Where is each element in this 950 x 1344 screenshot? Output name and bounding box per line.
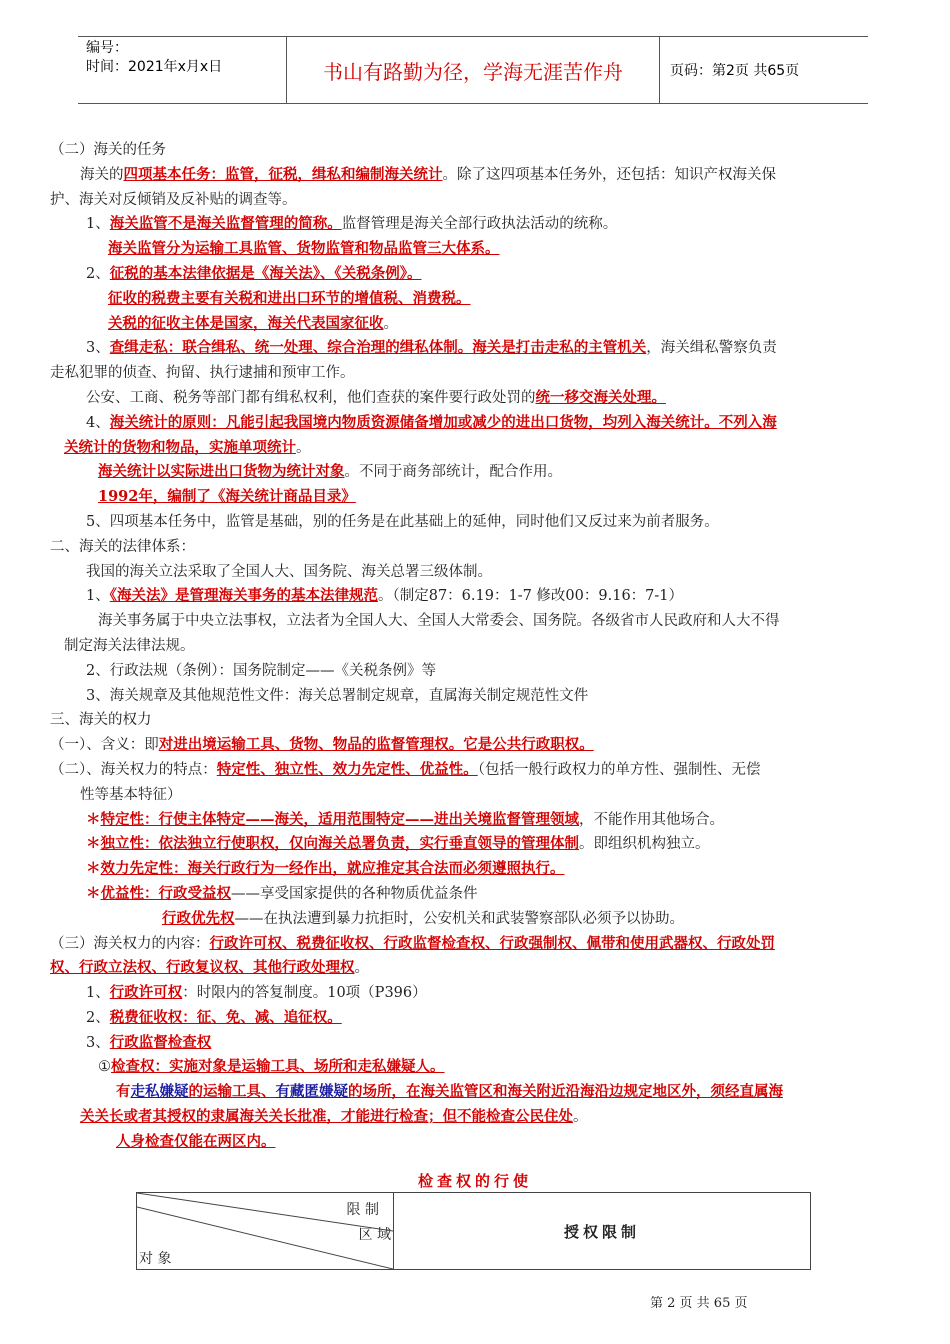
list-item: 1、行政许可权：时限内的答复制度。10项（P396） — [86, 984, 427, 1002]
list-item-sub: 海关事务属于中央立法事权，立法者为全国人大、全国人大常委会、国务院。各级省市人民政府和人大不得 — [98, 613, 780, 630]
list-item: 2、行政法规（条例）：国务院制定——《关税条例》等 — [86, 662, 436, 679]
serial-label: 编号： — [86, 40, 128, 56]
auth-header-cell: 授权限制 — [563, 1222, 640, 1241]
diag-label-mid: 区 域 — [358, 1227, 391, 1243]
feature-item: ＊独立性：依法独立行使职权，仅向海关总署负责，实行垂直领导的管理体制。即组织机构独立。 — [86, 835, 710, 853]
paragraph: 海关的四项基本任务：监管，征税，缉私和编制海关统计。除了这四项基本任务外，还包括：知识产权海关保 — [80, 165, 776, 183]
list-item: 3、查缉走私：联合缉私、统一处理、综合治理的缉私体制。海关是打击走私的主管机关，海关缉私警察负责 — [86, 339, 777, 357]
list-item: 3、海关规章及其他规范性文件：海关总署制定规章，直属海关制定规范性文件 — [86, 687, 589, 704]
subsection: （三）海关权力的内容：行政许可权、税费征收权、行政监督检查权、行政强制权、佩带和使用武器权、行政处罚 — [50, 934, 775, 952]
list-item: 1、《海关法》是管理海关事务的基本法律规范。（制定87：6.19：1-7 修改00：9.16：7-1） — [86, 587, 684, 605]
header-motto: 书山有路勤为径，学海无涯苦作舟 — [287, 37, 660, 103]
section-title: 二、海关的法律体系： — [50, 538, 195, 555]
section-title: （二）海关的任务 — [50, 142, 166, 158]
document-body — [50, 138, 898, 1155]
paragraph: 有走私嫌疑的运输工具、有藏匿嫌疑的场所，在海关监管区和海关附近沿海沿边规定地区外，须经直属海 — [116, 1083, 783, 1101]
feature-item: ＊优益性：行政受益权——享受国家提供的各种物质优益条件 — [86, 884, 478, 902]
header-page-info: 页码：第2页 共65页 — [670, 63, 800, 79]
list-item-sub: 关税的征收主体是国家，海关代表国家征收。 — [108, 314, 398, 332]
feature-item-sub: 行政优先权——在执法遭到暴力抗拒时，公安机关和武装警察部队必须予以协助。 — [162, 909, 684, 927]
feature-item: ＊特定性：行使主体特定——海关，适用范围特定——进出关境监督管理领域，不能作用其他场合。 — [86, 810, 724, 828]
section-title: 三、海关的权力 — [50, 712, 152, 729]
list-item: 2、征税的基本法律依据是《海关法》、《关税条例》。 — [86, 264, 422, 282]
subsection: （二）、海关权力的特点：特定性、独立性、效力先定性、优益性。（包括一般行政权力的单方性、强制性、无偿 — [50, 760, 761, 778]
subsection-cont: 权、行政立法权、行政复议权、其他行政处理权。 — [50, 959, 369, 977]
page-header — [78, 36, 868, 104]
list-item: 2、税费征收权：征、免、减、追征权。 — [86, 1008, 342, 1026]
inspection-table — [136, 1192, 811, 1270]
list-item: 3、行政监督检查权 — [86, 1033, 212, 1051]
list-item: 5、四项基本任务中，监管是基础，别的任务是在此基础上的延伸，同时他们又反过来为前者服务。 — [86, 513, 719, 530]
list-item-sub: 海关统计以实际进出口货物为统计对象。不同于商务部统计，配合作用。 — [98, 463, 562, 481]
time-label: 时间：2021年x月x日 — [86, 59, 223, 75]
feature-item: ＊效力先定性：海关行政行为一经作出，就应推定其合法而必须遵照执行。 — [86, 860, 565, 878]
paragraph: 我国的海关立法采取了全国人大、国务院、海关总署三级体制。 — [86, 563, 492, 580]
list-item: 4、海关统计的原则：凡能引起我国境内物质资源储备增加或减少的进出口货物，均列入海关统计。不列入海 — [86, 413, 777, 431]
list-item-sub: 征收的税费主要有关税和进出口环节的增值税、消费税。 — [108, 289, 471, 307]
diag-label-top: 限 制 — [346, 1202, 379, 1218]
header-meta — [78, 37, 287, 103]
list-item-sub: 海关监管分为运输工具监管、货物监管和物品监管三大体系。 — [108, 240, 500, 258]
paragraph: 公安、工商、税务等部门都有缉私权利，他们查获的案件要行政处罚的统一移交海关处理。 — [86, 388, 666, 406]
paragraph-cont: 走私犯罪的侦查、拘留、执行逮捕和预审工作。 — [50, 365, 355, 382]
list-item-cont: 关统计的货物和物品，实施单项统计。 — [64, 438, 311, 456]
paragraph-cont: 关关长或者其授权的隶属海关关长批准，才能进行检查；但不能检查公民住处。 — [80, 1108, 588, 1126]
list-item-sub: 1992年，编制了《海关统计商品目录》 — [98, 488, 356, 506]
paragraph-cont: 护、海关对反倾销及反补贴的调查等。 — [50, 191, 297, 208]
subsection: （一）、含义：即对进出境运输工具、货物、物品的监督管理权。它是公共行政职权。 — [50, 736, 594, 754]
paragraph: 人身检查仅能在两区内。 — [116, 1132, 276, 1150]
list-item: 1、海关监管不是海关监督管理的简称。监督管理是海关全部行政执法活动的统称。 — [86, 215, 618, 233]
diag-label-bottom: 对 象 — [139, 1251, 172, 1267]
subsection-cont: 性等基本特征） — [80, 786, 182, 803]
diagonal-header-cell — [137, 1193, 394, 1269]
list-item-sub: ①检查权：实施对象是运输工具、场所和走私嫌疑人。 — [98, 1058, 445, 1076]
list-item-cont: 制定海关法律法规。 — [64, 637, 195, 654]
page-footer: 第 2 页 共 65 页 — [650, 1296, 748, 1311]
table-title: 检查权的行使 — [417, 1172, 532, 1190]
